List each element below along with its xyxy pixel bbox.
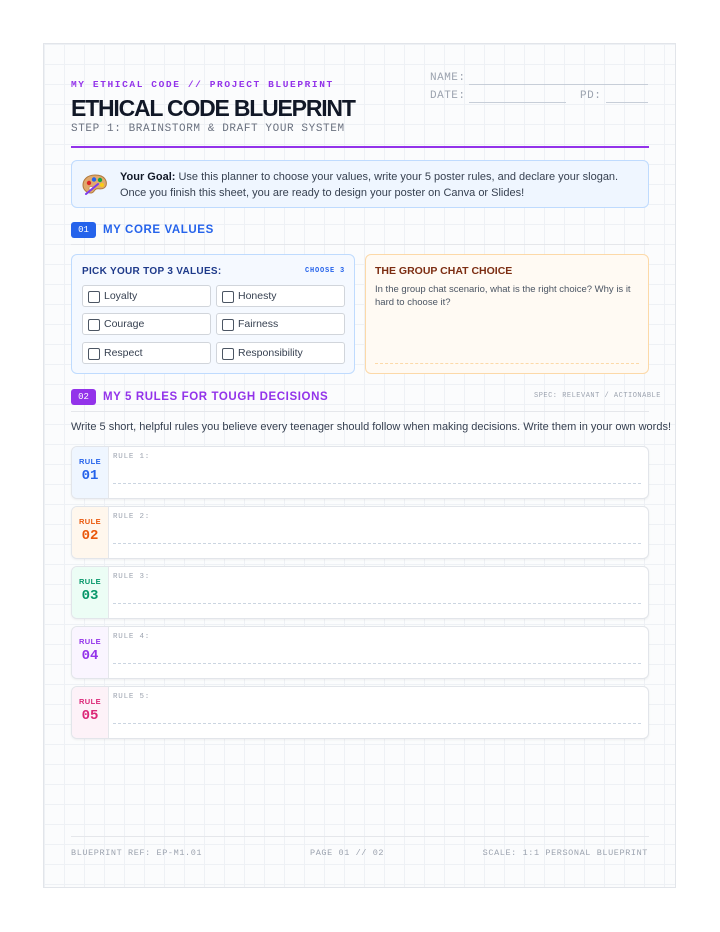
choose-badge: CHOOSE 3 xyxy=(304,267,345,275)
value-checkbox-fairness[interactable] xyxy=(216,313,345,335)
section-number-02: 02 xyxy=(71,389,96,405)
rule-number: 03 xyxy=(81,588,99,604)
pd-label: PD: xyxy=(580,90,602,102)
group-chat-panel xyxy=(365,254,649,374)
section-title-core-values: MY CORE VALUES xyxy=(103,224,214,236)
rule-tag: RULE xyxy=(78,457,102,466)
rule-label: RULE 5: xyxy=(113,693,151,701)
checkbox-icon[interactable] xyxy=(88,291,100,303)
spec-label: SPEC: RELEVANT / ACTIONABLE xyxy=(534,392,661,400)
name-field[interactable] xyxy=(469,84,648,85)
rule-answer-line[interactable] xyxy=(113,603,641,604)
rule-card-5 xyxy=(71,686,649,739)
goal-callout xyxy=(71,160,649,208)
rule-tag: RULE xyxy=(78,577,102,586)
date-field[interactable] xyxy=(469,102,566,103)
section-title-rules: MY 5 RULES FOR TOUGH DECISIONS xyxy=(103,391,329,403)
checkbox-icon[interactable] xyxy=(222,348,234,360)
rule-label: RULE 2: xyxy=(113,513,151,521)
value-label: Honesty xyxy=(238,290,277,302)
values-panel xyxy=(71,254,355,374)
goal-text xyxy=(120,169,640,201)
page-title: ETHICAL CODE BLUEPRINT xyxy=(71,95,355,121)
rule-number: 05 xyxy=(81,708,99,724)
rule-answer-line[interactable] xyxy=(113,483,641,484)
header-divider xyxy=(71,146,649,148)
group-chat-answer-line[interactable] xyxy=(375,363,639,364)
name-label: NAME: xyxy=(430,72,466,84)
value-checkbox-courage[interactable] xyxy=(82,313,211,335)
rule-number: 01 xyxy=(81,468,99,484)
rule-label: RULE 4: xyxy=(113,633,151,641)
footer-divider xyxy=(71,836,649,837)
value-label: Respect xyxy=(104,347,143,359)
rule-answer-line[interactable] xyxy=(113,723,641,724)
pd-field[interactable] xyxy=(606,102,648,103)
rule-card-2 xyxy=(71,506,649,559)
section-divider xyxy=(71,244,649,245)
group-chat-question: In the group chat scenario, what is the right choice? Why is it hard to choose it? xyxy=(375,284,631,308)
checkbox-icon[interactable] xyxy=(222,319,234,331)
value-label: Fairness xyxy=(238,318,279,330)
eyebrow-label: MY ETHICAL CODE // PROJECT BLUEPRINT xyxy=(71,79,334,90)
section-divider xyxy=(71,411,649,412)
date-label: DATE: xyxy=(430,90,466,102)
checkbox-icon[interactable] xyxy=(222,291,234,303)
section-number-01: 01 xyxy=(71,222,96,238)
rule-label: RULE 3: xyxy=(113,573,151,581)
group-chat-title: THE GROUP CHAT CHOICE xyxy=(375,265,513,277)
footer-scale: SCALE: 1:1 PERSONAL BLUEPRINT xyxy=(482,848,648,858)
rule-answer-line[interactable] xyxy=(113,663,641,664)
value-label: Courage xyxy=(104,318,145,330)
rule-tag: RULE xyxy=(78,697,102,706)
value-checkbox-responsibility[interactable] xyxy=(216,342,345,364)
rule-label: RULE 1: xyxy=(113,453,151,461)
rule-number: 02 xyxy=(81,528,99,544)
rules-instructions: Write 5 short, helpful rules you believe every teenager should follow when making decisions. Write them in your own words! xyxy=(71,421,671,433)
rule-tag: RULE xyxy=(78,517,102,526)
footer-ref: BLUEPRINT REF: EP-M1.01 xyxy=(71,848,203,858)
rule-card-1 xyxy=(71,446,649,499)
rule-tag: RULE xyxy=(78,637,102,646)
palette-icon xyxy=(82,173,106,193)
rule-number: 04 xyxy=(81,648,99,664)
rule-card-4 xyxy=(71,626,649,679)
goal-label: Your Goal: xyxy=(120,171,176,183)
goal-description: Use this planner to choose your values, write your 5 poster rules, and declare your slogan. Once you finish this sheet, you are ready to design your poster on Canva or Slides! xyxy=(120,171,619,199)
value-label: Responsibility xyxy=(238,347,303,359)
footer-page: PAGE 01 // 02 xyxy=(310,848,385,858)
step-subtitle: STEP 1: BRAINSTORM & DRAFT YOUR SYSTEM xyxy=(71,123,345,135)
values-title: PICK YOUR TOP 3 VALUES: xyxy=(82,266,222,277)
checkbox-icon[interactable] xyxy=(88,319,100,331)
value-checkbox-loyalty[interactable] xyxy=(82,285,211,307)
checkbox-icon[interactable] xyxy=(88,348,100,360)
value-label: Loyalty xyxy=(104,290,138,302)
value-checkbox-honesty[interactable] xyxy=(216,285,345,307)
value-checkbox-respect[interactable] xyxy=(82,342,211,364)
rule-card-3 xyxy=(71,566,649,619)
rule-answer-line[interactable] xyxy=(113,543,641,544)
